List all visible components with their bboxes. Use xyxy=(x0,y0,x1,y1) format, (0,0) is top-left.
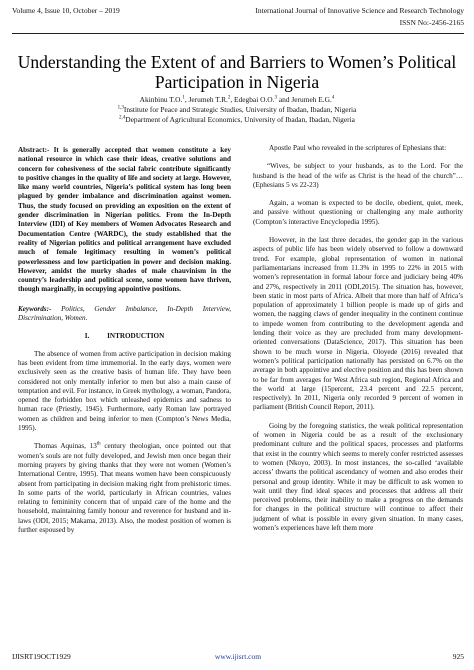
section-number: I. xyxy=(84,332,90,341)
author-sup: 4 xyxy=(331,95,335,101)
paragraph-text: Thomas Aquinas, 13 xyxy=(34,442,97,451)
section-heading xyxy=(18,332,231,341)
affiliation-text: Department of Agricultural Economics, University of Ibadan, Ibadan, Nigeria xyxy=(125,115,355,124)
abstract-label: Abstract:- xyxy=(18,146,50,154)
abstract-text: It is generally accepted that women constitute a key national resource in which case their ideas, creative solutions and concern for cohesiveness of the social fabric contribute significantly to positive changes in the quality of life and society at large. However, like many world countries, Nigeria’s political system has long been plagued by gender imbalance and discrimination against women. Thus, the study focused on providing an exposition on the extent of gender discrimination in Nigerian politics. From the In-Depth Interview (IDI) of Key members of Women Advocates Research and Documentation Centre (WARDC), the study established that the reality of Nigerian politics and political arrangement have excluded much of female legitimacy resulting in women’s political powerlessness and low participation in power and decision making. However, amidst the murky shades of male chauvinism in the country’s leadership and political scene, some women have thriven, though marginally, in occupying appointive positions. xyxy=(18,146,231,294)
header-rule xyxy=(12,33,464,34)
intro-paragraph-2 xyxy=(18,442,231,535)
left-column xyxy=(18,146,231,535)
affiliation-sup: 1,3 xyxy=(117,105,124,111)
keywords-label: Keywords:- xyxy=(18,304,52,313)
paragraph-docile: Again, a woman is expected to be docile, obedient, quiet, meek, and passive without questioning or challenging any male authority (Compton’s interactive Encyclopedia 1995). xyxy=(253,199,463,226)
intro-paragraph-1: The absence of women from active participation in decision making has been evident from time immemorial. In the early days, women were exclusively seen as the creative basis of human life. They have been considered not only mentally inferior to men but also a main cause of temptation and evil. For instance, in Greek mythology, a woman, Pandora, opened the forbidden box which unleashed epidemics and sadness to human race (Priestly, 1945). Furthermore, early Roman law portrayed women as children and being inferior to men (Compton’s News Media, 1995). xyxy=(18,349,231,433)
author-name: and Jerumeh E.G. xyxy=(278,95,332,104)
author-block xyxy=(0,95,474,125)
author-sup: 3 xyxy=(274,95,277,101)
author-name: Akinbinu T.O. xyxy=(139,95,183,104)
paper-id: IJISRT19OCT1929 xyxy=(12,652,71,661)
author-names xyxy=(0,95,474,105)
paragraph-foregoing: Going by the foregoing statistics, the weak political representation of women in Nigeria could be as a result of the exclusionary predominant culture and the political spaces, processes and platforms that exist in the country which seems to merely confer restricted assesses to women (Nkoyo, 2003). In most instances, the so-called ‘available access’ thwarts the political ascendancy of women and also erodes their personal and group identity. While it may be difficult to ask women to wait until they find ideal spaces and processes that address all their perceived problems, their inability to make a progress on the demands for changes in the political structure will continue to affect their judgment of what is possible in every given situation. In many cases, women’s experiences have left them more xyxy=(253,421,463,532)
journal-website-link[interactable]: www.ijisrt.com xyxy=(214,652,262,661)
affiliation-1 xyxy=(0,105,474,115)
section-title: INTRODUCTION xyxy=(107,332,165,341)
author-sup: 2 xyxy=(227,95,231,101)
journal-volume: Volume 4, Issue 10, October – 2019 xyxy=(12,6,120,15)
journal-name: International Journal of Innovative Science and Research Technology xyxy=(255,6,464,15)
author-sup: 1 xyxy=(182,95,185,101)
keywords xyxy=(18,305,231,324)
page-number: 925 xyxy=(452,652,464,661)
paper-title: Understanding the Extent of and Barriers to Women’s Political Participation in Nigeria xyxy=(17,52,457,92)
right-column xyxy=(253,144,463,533)
abstract xyxy=(18,146,231,295)
issn-number: ISSN No:-2456-2165 xyxy=(399,18,464,27)
author-name: , Edegbai O.O. xyxy=(230,95,275,104)
footer-center xyxy=(12,652,464,661)
ordinal-sup: th xyxy=(96,441,101,447)
keywords-text: Politics, Gender Imbalance, In-Depth Interview, Discrimination, Women. xyxy=(18,304,231,323)
paragraph-gender-gap: However, in the last three decades, the gender gap in the various aspects of public life has been widely observed to follow a downward trend. For example, global representation of women in national parliamentarians increased from 11.3% in 1995 to 22% in 2015 with women’s representation in formal labour force and judiciary being 40% and 27%, respectively in 2011 (ODI,2015). The situation has, however, been static in most parts of Africa. Albeit that more than half of Africa’s population of approximately 1 billion people is made up of girls and women, the nagging claws of gender inequality in the continent continue to impede women from contributing to the development agenda and lending their voice as they are precluded from many development-oriented conversations (DataScience, 2017). This situation has been shown to be much worse in Nigeria. Oloyede (2016) revealed that women’s political participation nationally has persisted on 6.7% on the average in both appointive and elective position and this has been shown to be far from averages for West Africa sub region, Regional Africa and the world at large (15percent, 23.4 percent and 22.5 percent, respectively). In 2011, Nigeria only recorded 9 percent of women in parliament (British Council Report, 2011). xyxy=(253,236,463,412)
affiliation-2 xyxy=(0,115,474,125)
paragraph-apostle: Apostle Paul who revealed in the scriptures of Ephesians that: xyxy=(269,144,447,152)
paragraph-text: century theologian, once pointed out that women’s souls are not fully developed, and Jewish men once began their morning prayers by giving thanks that they were not women (Women’s International Centre, 1995). That means women have been conspicuously absent from participating in decision making right from prehistoric times. In some parts of the world, particularly in African countries, values relating to femininity concern that of unpaid care of the home and the household, maintaining family honour and reverence for husband and in-laws (ODI, 2015; Makama, 2013). Also, the modest position of women is further espoused by xyxy=(18,442,232,534)
affiliation-sup: 2,4 xyxy=(119,115,126,121)
scripture-quote: “Wives, be subject to your husbands, as to the Lord. For the husband is the head of the wife as Christ is the head of the church”… (Ephesians 5 vs 22-23) xyxy=(253,162,463,189)
author-name: , Jerumeh T.R. xyxy=(184,95,228,104)
affiliation-text: Institute for Peace and Strategic Studies, University of Ibadan, Ibadan, Nigeria xyxy=(123,105,357,114)
